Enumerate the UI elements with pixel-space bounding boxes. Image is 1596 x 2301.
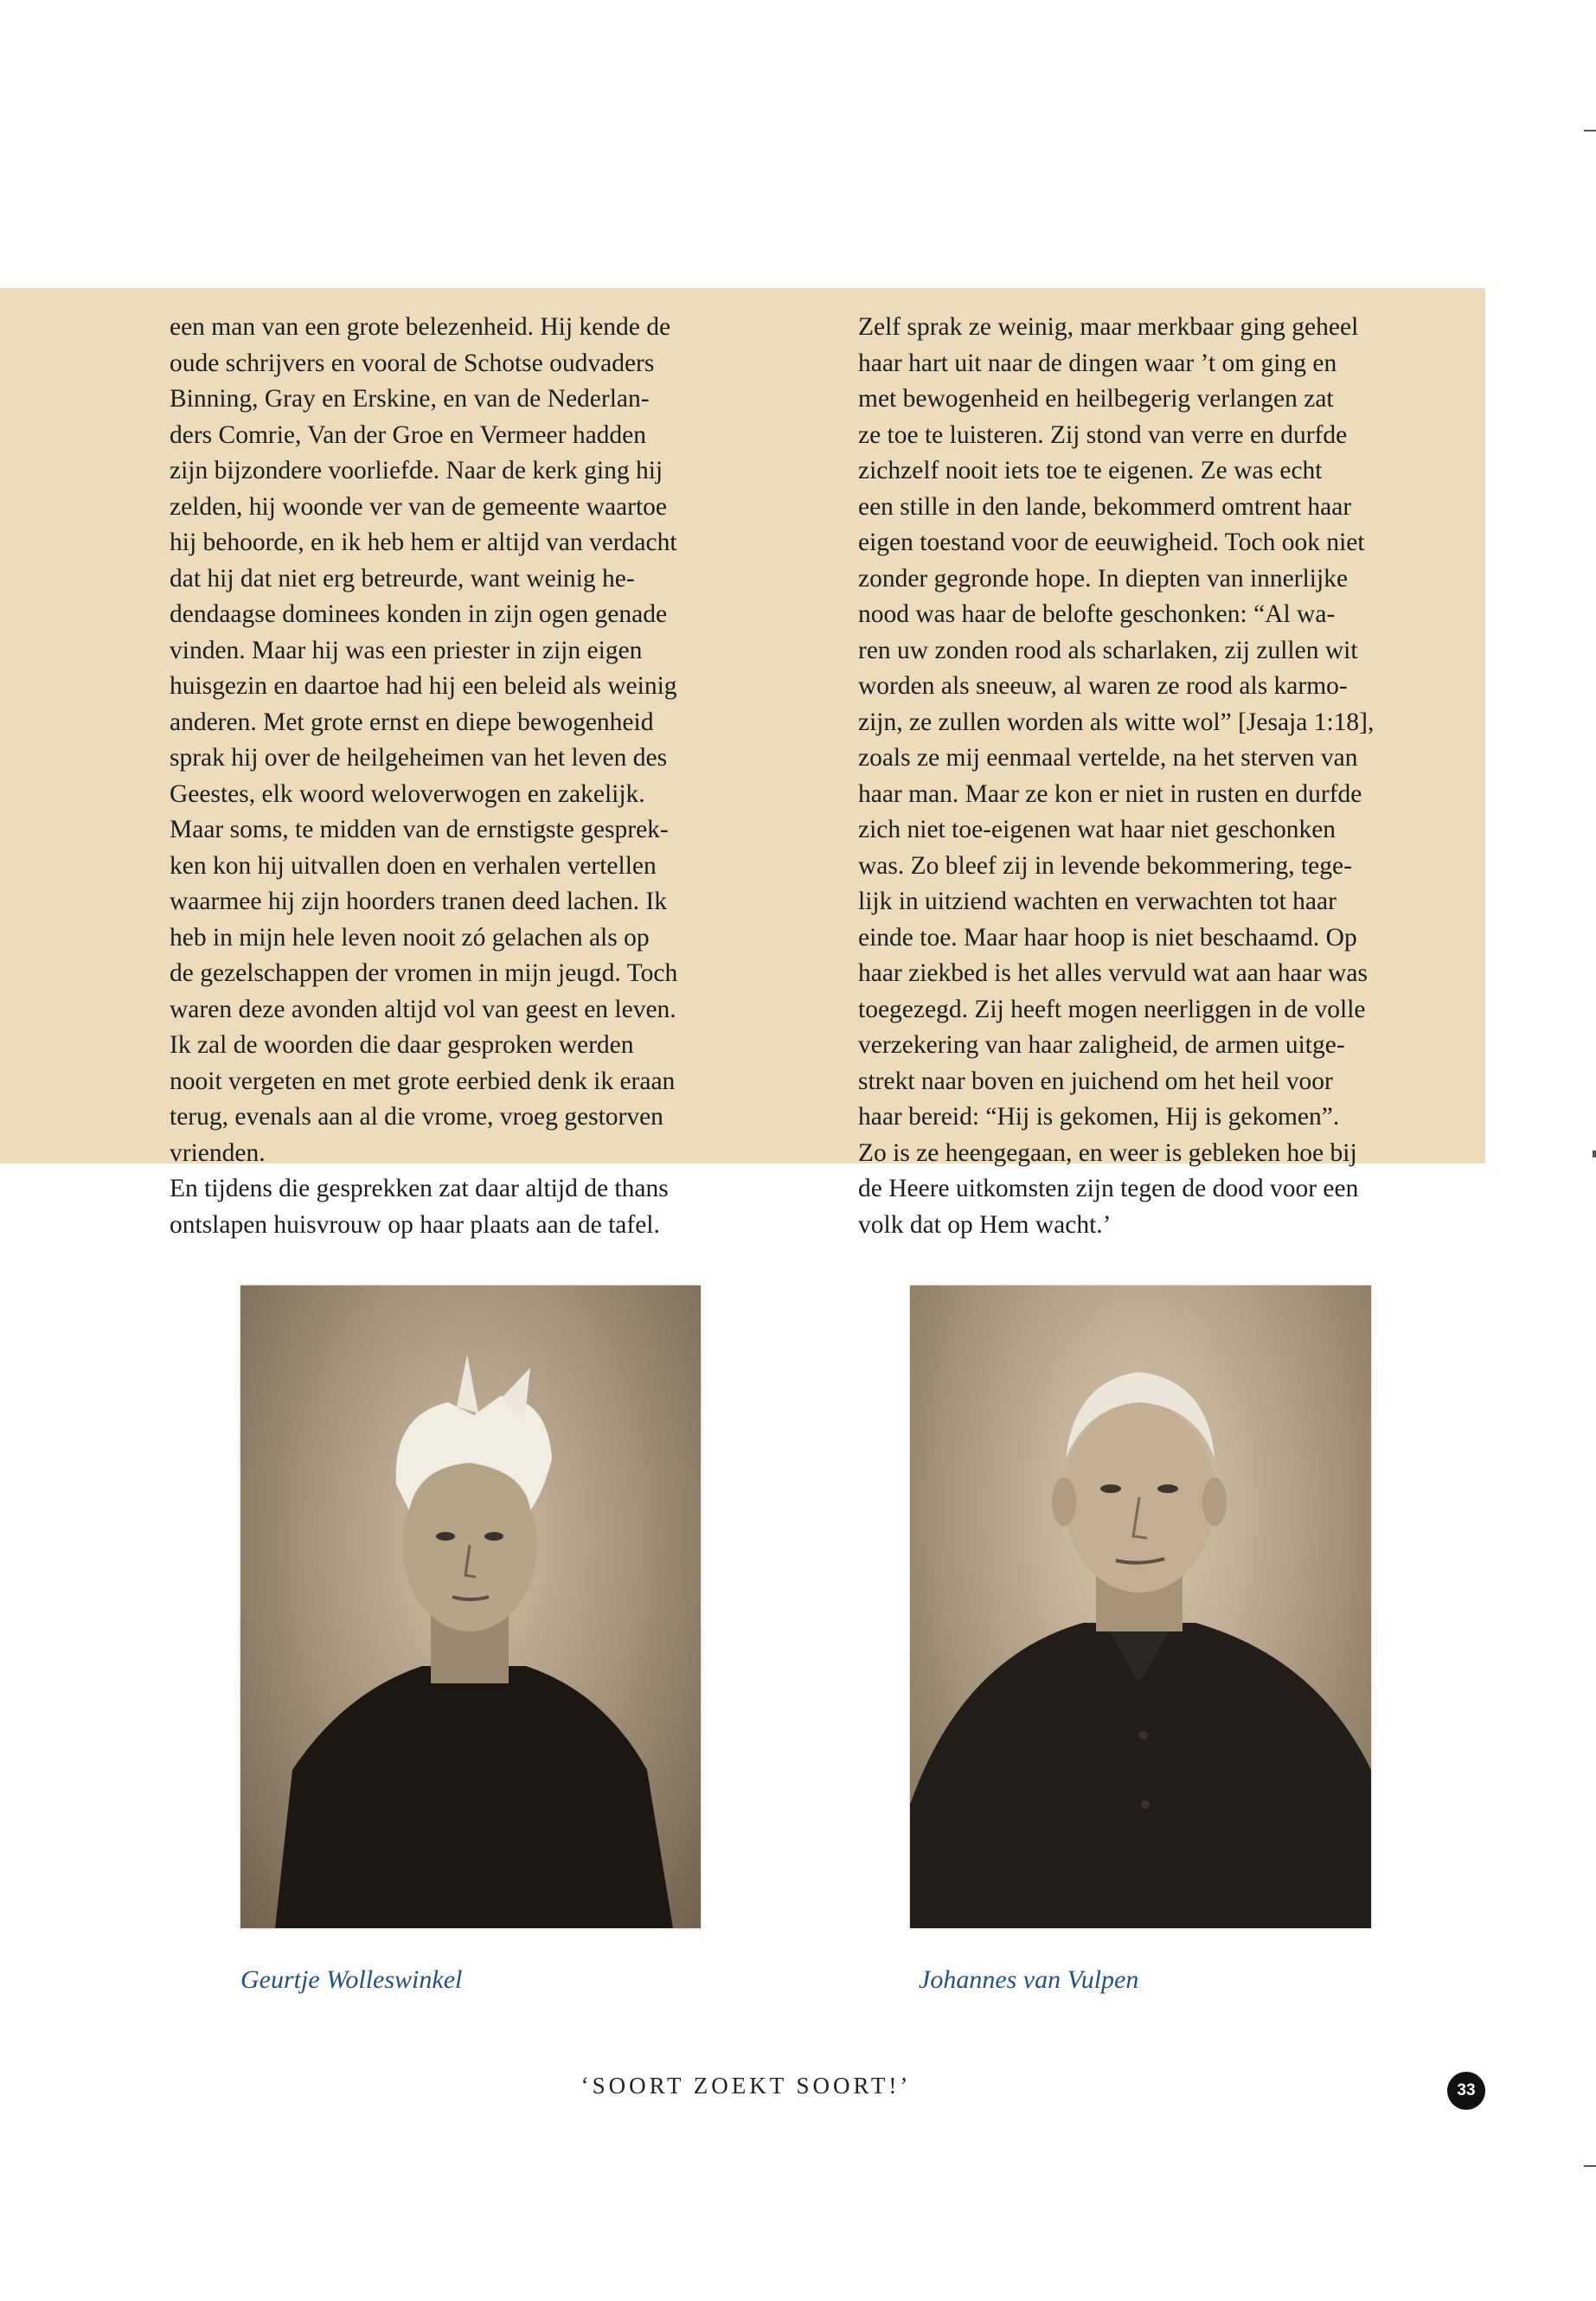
portrait-photo-man [910,1285,1371,1928]
portrait-photo-woman [240,1285,701,1928]
running-title: ‘SOORT ZOEKT SOORT!’ [580,2073,912,2099]
crop-mark-middle [1593,1150,1596,1157]
caption-man: Johannes van Vulpen [919,1965,1139,1994]
right-text-column [858,310,1464,1243]
right-column-text: Zelf sprak ze weinig, maar merkbaar ging geheel haar hart uit naar de dingen waar ’t om ging en met bewogenheid en heilbegerig verlangen zat ze toe te luisteren. Zij stond van verre en durfde zichzelf nooit iets toe te eigenen. Ze was echt een stille in den lande, bekommerd omtrent haar eigen toestand voor de eeuwigheid. Toch ook niet zonder gegronde hope. In diepten van innerlijke nood was haar de belofte geschonken: “Al wa- ren uw zonden rood als scharlaken, zij zullen wit worden als sneeuw, al waren ze rood als karmo- zijn, ze zullen worden als witte wol” [Jesaja 1:18], zoals ze mij eenmaal vertelde, na het sterven van haar man. Maar ze kon er niet in rusten en durfde zich niet toe-eigenen wat haar niet geschonken was. Zo bleef zij in levende bekommering, tege- lijk in uitziend wachten en verwachten tot haar einde toe. Maar haar hoop is niet beschaamd. Op haar ziekbed is het alles vervuld wat aan haar was toegezegd. Zij heeft mogen neerliggen in de volle verzekering van haar zaligheid, de armen uitge- strekt naar boven en juichend om het heil voor haar bereid: “Hij is gekomen, Hij is gekomen”. Zo is ze heengegaan, en weer is gebleken hoe bij de Heere uitkomsten zijn tegen de dood voor een volk dat op Hem wacht.’ [858,313,1375,1239]
caption-woman: Geurtje Wolleswinkel [240,1965,463,1994]
woman-portrait-illustration [240,1285,701,1928]
left-column-text: een man van een grote belezenheid. Hij kende de oude schrijvers en vooral de Schotse oudvaders Binning, Gray en Erskine, en van de Nederlan- ders Comrie, Van der Groe en Vermeer hadden zijn bijzondere voorliefde. Naar de kerk ging hij zelden, hij woonde ver van de gemeente waartoe hij behoorde, en ik heb hem er altijd van verdacht dat hij dat niet erg betreurde, want weinig he- dendaagse dominees konden in zijn ogen genade vinden. Maar hij was een priester in zijn eigen huisgezin en daartoe had hij een beleid als weinig anderen. Met grote ernst en diepe bewogenheid sprak hij over de heilgeheimen van het leven des Geestes, elk woord weloverwogen en zakelijk. Maar soms, te midden van de ernstigste gesprek- ken kon hij uitvallen doen en verhalen vertellen waarmee hij zijn hoorders tranen deed lachen. Ik heb in mijn hele leven nooit zó gelachen als op de gezelschappen der vromen in mijn jeugd. Toch waren deze avonden altijd vol van geest en leven. Ik zal de woorden die daar gesproken werden nooit vergeten en met grote eerbied denk ik eraan terug, evenals aan al die vrome, vroeg gestorven vrienden. En tijdens die gesprekken zat daar altijd de thans ontslapen huisvrouw op haar plaats aan de tafel. [170,313,678,1239]
page-number-badge: 33 [1447,2072,1485,2110]
crop-mark-bottom [1584,2165,1596,2167]
crop-mark-top [1584,130,1596,131]
man-portrait-illustration [910,1285,1371,1928]
left-text-column [170,310,775,1243]
